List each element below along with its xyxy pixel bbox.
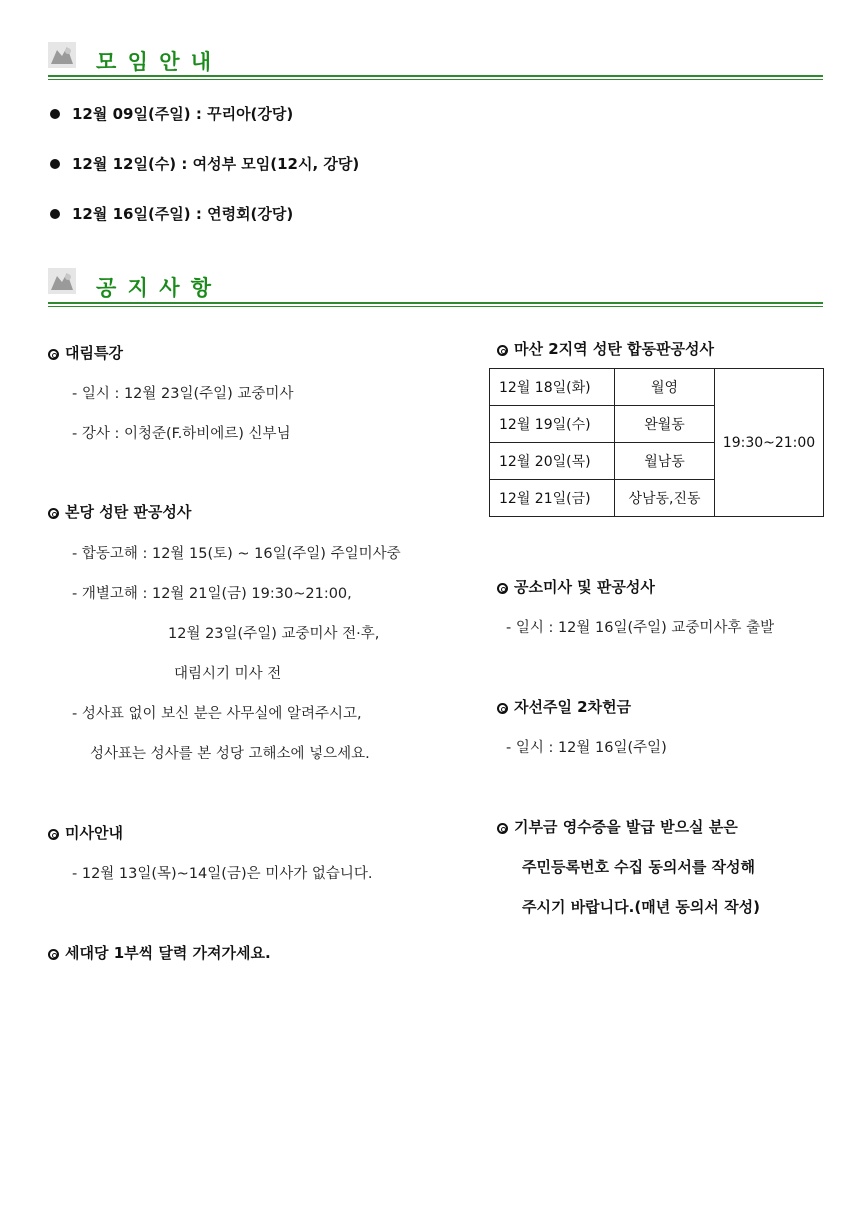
confession-heading: 본당 성탄 판공성사 xyxy=(48,501,191,522)
bullet-icon xyxy=(50,159,60,169)
section-icon xyxy=(48,42,76,68)
double-circle-icon xyxy=(48,949,59,960)
table-row xyxy=(490,369,824,406)
charity-sunday-heading: 자선주일 2차헌금 xyxy=(497,696,631,717)
charity-sunday-detail: - 일시 : 12월 16일(주일) xyxy=(506,740,667,756)
section-divider xyxy=(48,302,823,307)
table-cell-date: 12월 21일(금) xyxy=(490,480,615,517)
meeting-item: 12월 09일(주일) : 꾸리아(강당) xyxy=(72,105,294,123)
table-cell-date: 12월 18일(화) xyxy=(490,369,615,406)
mass-info-heading: 미사안내 xyxy=(48,822,123,843)
section-divider xyxy=(48,75,823,80)
sick-mass-heading: 공소미사 및 판공성사 xyxy=(497,576,655,597)
double-circle-icon xyxy=(48,829,59,840)
mass-info-detail: - 12월 13일(목)~14일(금)은 미사가 없습니다. xyxy=(72,866,373,882)
meeting-item: 12월 12일(수) : 여성부 모임(12시, 강당) xyxy=(72,155,360,173)
section-icon xyxy=(48,268,76,294)
confession-joint: - 합동고해 : 12월 15(토) ~ 16일(주일) 주일미사중 xyxy=(72,546,401,562)
joint-confession-heading: 마산 2지역 성탄 합동판공성사 xyxy=(497,338,714,359)
table-cell-date: 12월 19일(수) xyxy=(490,406,615,443)
confession-individual: 대림시기 미사 전 xyxy=(174,666,282,682)
table-cell-place: 상남동,진동 xyxy=(615,480,715,517)
bullet-icon xyxy=(50,209,60,219)
donation-receipt-line: 주시기 바랍니다.(매년 동의서 작성) xyxy=(522,898,760,916)
double-circle-icon xyxy=(497,345,508,356)
double-circle-icon xyxy=(497,703,508,714)
table-cell-place: 월영 xyxy=(615,369,715,406)
meeting-item: 12월 16일(주일) : 연령회(강당) xyxy=(72,205,294,223)
meeting-section-title: 모 임 안 내 xyxy=(96,50,214,74)
bullet-icon xyxy=(50,109,60,119)
joint-confession-table xyxy=(489,368,824,517)
double-circle-icon xyxy=(48,508,59,519)
donation-receipt-notice: 기부금 영수증을 발급 받으실 분은 xyxy=(497,816,738,837)
calendar-notice: 세대당 1부씩 달력 가져가세요. xyxy=(48,942,271,963)
confession-note: 성사표는 성사를 본 성당 고해소에 넣으세요. xyxy=(90,746,370,762)
double-circle-icon xyxy=(48,349,59,360)
confession-individual: 12월 23일(주일) 교중미사 전·후, xyxy=(168,626,380,642)
table-cell-date: 12월 20일(목) xyxy=(490,443,615,480)
advent-lecture-heading: 대림특강 xyxy=(48,342,123,363)
advent-lecture-lecturer: - 강사 : 이청준(F.하비에르) 신부님 xyxy=(72,426,291,442)
confession-individual: - 개별고해 : 12월 21일(금) 19:30~21:00, xyxy=(72,586,352,602)
table-cell-place: 완월동 xyxy=(615,406,715,443)
confession-note: - 성사표 없이 보신 분은 사무실에 알려주시고, xyxy=(72,706,362,722)
double-circle-icon xyxy=(497,823,508,834)
donation-receipt-line: 주민등록번호 수집 동의서를 작성해 xyxy=(522,858,756,876)
notice-section-title: 공 지 사 항 xyxy=(96,276,214,300)
double-circle-icon xyxy=(497,583,508,594)
table-cell-place: 월남동 xyxy=(615,443,715,480)
advent-lecture-date: - 일시 : 12월 23일(주일) 교중미사 xyxy=(72,386,294,402)
sick-mass-detail: - 일시 : 12월 16일(주일) 교중미사후 출발 xyxy=(506,620,775,636)
table-cell-time: 19:30~21:00 xyxy=(715,369,824,517)
